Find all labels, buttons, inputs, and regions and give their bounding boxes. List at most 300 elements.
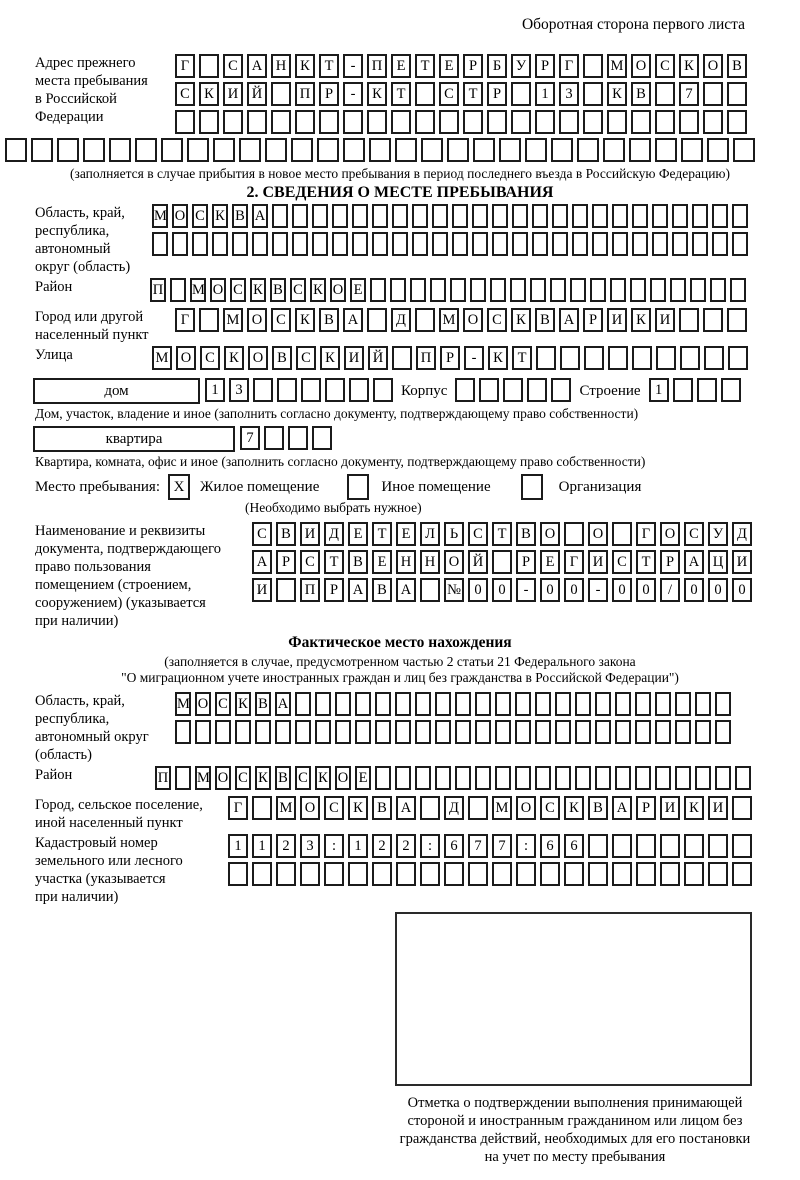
label-line: Наименование и реквизиты [35,523,206,539]
form-cell [552,232,568,256]
form-cell: А [559,308,579,332]
form-cell [175,720,191,744]
cell-row [228,834,752,858]
form-cell [277,378,297,402]
form-cell [468,796,488,820]
form-cell [495,720,511,744]
label-line: в Российской [35,91,117,107]
label-line: автономный [35,241,111,257]
form-cell [375,720,391,744]
form-cell: Н [420,550,440,574]
form-cell: К [631,308,651,332]
stay-type-row [35,474,800,500]
form-cell [235,720,251,744]
form-cell [228,862,248,886]
form-cell [435,720,451,744]
form-cell [712,232,728,256]
form-cell [612,232,628,256]
form-cell [312,204,328,228]
form-cell: 0 [708,578,728,602]
form-cell [435,766,451,790]
form-cell [300,862,320,886]
form-cell [695,766,711,790]
form-cell: Р [516,550,536,574]
form-cell [175,110,195,134]
form-cell: В [535,308,555,332]
form-cell: С [612,550,632,574]
form-cell: А [252,550,272,574]
form-cell [552,204,568,228]
form-cell [733,138,755,162]
form-cell [415,82,435,106]
form-cell [324,862,344,886]
form-cell: Т [512,346,532,370]
form-cell: А [396,578,416,602]
form-cell [447,138,469,162]
form-cell: 1 [535,82,555,106]
form-cell [367,308,387,332]
form-cell: М [152,204,168,228]
form-cell [272,232,288,256]
form-cell [291,138,313,162]
stay-type-note: (Необходимо выбрать нужное) [245,500,422,515]
form-cell [603,138,625,162]
form-cell: А [247,54,267,78]
apartment-widebox [33,426,235,452]
form-cell: И [732,550,752,574]
form-cell: К [488,346,508,370]
form-cell: Т [415,54,435,78]
form-cell [135,138,157,162]
form-cell: : [420,834,440,858]
form-cell: К [310,278,326,302]
form-cell: Е [348,522,368,546]
actual-city-field [0,796,800,832]
form-cell: М [223,308,243,332]
form-cell [152,232,168,256]
form-cell: О [540,522,560,546]
form-cell [535,766,551,790]
cadastre-field [0,834,800,906]
form-cell: Г [559,54,579,78]
form-cell [343,110,363,134]
form-cell [452,232,468,256]
form-cell [369,138,391,162]
label-line: округ (область) [35,259,131,275]
city-field [0,308,800,344]
form-cell [315,720,331,744]
form-cell [247,110,267,134]
house-caption: Дом, участок, владение и иное (заполнить согласно документу, подтверждающему право собственности) [35,406,639,421]
form-cell: О [660,522,680,546]
form-cell [532,232,548,256]
prev-address-rows [175,54,747,138]
form-cell [575,692,591,716]
form-cell: О [335,766,351,790]
form-cell [83,138,105,162]
form-cell [660,834,680,858]
form-cell: И [588,550,608,574]
form-cell [536,346,556,370]
label-line: Область, край, [35,205,125,221]
form-cell: В [516,522,536,546]
form-cell: М [439,308,459,332]
form-cell [492,204,508,228]
form-cell [612,834,632,858]
form-cell: В [270,278,286,302]
actual-city-label [35,796,228,832]
form-cell: 3 [229,378,249,402]
form-cell [473,138,495,162]
region-label [35,204,152,276]
form-cell: Т [463,82,483,106]
form-cell [375,766,391,790]
form-cell [635,766,651,790]
form-cell [292,204,308,228]
form-cell [432,232,448,256]
form-cell: А [612,796,632,820]
form-cell: - [588,578,608,602]
form-cell: Р [463,54,483,78]
form-cell: С [684,522,704,546]
house-row [33,378,800,406]
form-cell [109,138,131,162]
form-cell: О [588,522,608,546]
form-cell [655,692,671,716]
form-cell: С [540,796,560,820]
form-cell: Р [583,308,603,332]
form-cell [392,204,408,228]
form-cell: А [275,692,291,716]
form-cell: К [295,54,315,78]
form-cell [672,232,688,256]
form-cell [535,720,551,744]
form-cell [516,862,536,886]
form-cell: : [324,834,344,858]
form-cell [730,278,746,302]
cell-row [455,378,571,402]
form-cell [715,692,731,716]
form-cell [555,766,571,790]
form-cell: Р [636,796,656,820]
form-cell [707,138,729,162]
form-cell [572,204,588,228]
form-cell: Б [487,54,507,78]
form-cell: Р [324,578,344,602]
form-cell: Г [175,54,195,78]
form-cell: С [215,692,231,716]
form-cell: Й [368,346,388,370]
form-cell: В [232,204,248,228]
form-cell [652,204,668,228]
form-cell: 7 [679,82,699,106]
form-cell [560,346,580,370]
form-cell: 1 [252,834,272,858]
form-cell [728,346,748,370]
form-cell [271,110,291,134]
form-cell [312,426,332,450]
form-cell [432,204,448,228]
form-cell: / [660,578,680,602]
form-cell: - [343,54,363,78]
form-cell: О [703,54,723,78]
form-cell [583,54,603,78]
form-cell: В [275,766,291,790]
form-cell [595,766,611,790]
cell-row [152,346,748,370]
form-cell: 7 [468,834,488,858]
form-cell: - [343,82,363,106]
form-cell [577,138,599,162]
checkbox-other-premises [347,474,369,500]
form-cell: 7 [240,426,260,450]
form-cell [271,82,291,106]
checkbox-organization [521,474,543,500]
label-line: при наличии) [35,613,119,629]
form-cell [396,862,416,886]
form-cell [455,766,471,790]
form-cell: А [396,796,416,820]
form-cell: О [172,204,188,228]
form-cell [607,110,627,134]
form-cell: Д [444,796,464,820]
form-cell: К [320,346,340,370]
form-cell [583,82,603,106]
form-cell [680,346,700,370]
form-cell [295,692,311,716]
form-cell: С [223,54,243,78]
form-cell [367,110,387,134]
label-line: республика, [35,711,110,727]
form-cell [681,138,703,162]
form-cell [276,862,296,886]
form-cell: 0 [564,578,584,602]
form-cell: В [588,796,608,820]
house-widebox [33,378,200,404]
form-cell [312,232,328,256]
form-cell: 0 [684,578,704,602]
form-cell: Р [535,54,555,78]
form-cell [690,278,706,302]
label-line: республика, [35,223,110,239]
checkbox-residential: X [168,474,190,500]
form-cell: У [511,54,531,78]
form-cell [704,346,724,370]
district-label: Район [35,279,73,295]
label-line: автономный округ [35,729,149,745]
form-cell [276,578,296,602]
label-line: Город, сельское поселение, [35,797,203,813]
form-cell: Д [324,522,344,546]
form-cell [727,308,747,332]
form-cell [372,204,388,228]
actual-district-field [0,766,800,794]
form-cell [420,862,440,886]
form-cell [348,862,368,886]
form-cell [275,720,291,744]
option-organization-label: Организация [558,478,642,495]
form-cell: И [223,82,243,106]
form-cell [295,110,315,134]
form-cell [492,862,512,886]
caption-line: стороной и иностранным гражданином или лицом без [407,1113,743,1129]
form-cell [655,138,677,162]
form-cell [175,766,191,790]
form-cell: С [655,54,675,78]
form-cell: К [679,54,699,78]
form-cell: К [315,766,331,790]
caption-line: Отметка о подтверждении выполнения принимающей [407,1095,743,1111]
form-cell: П [416,346,436,370]
actual-district-label: Район [35,767,73,783]
form-cell [684,834,704,858]
form-cell [735,766,751,790]
form-cell [612,204,628,228]
form-cell [710,278,726,302]
form-cell [455,378,475,402]
form-cell: К [224,346,244,370]
form-cell [612,862,632,886]
form-cell [470,278,486,302]
form-cell [612,522,632,546]
form-cell: Д [732,522,752,546]
form-cell [636,862,656,886]
form-cell [372,232,388,256]
form-cell [532,204,548,228]
form-cell [212,232,228,256]
form-cell [172,232,188,256]
ownership-document-field [0,522,800,630]
form-cell [392,346,412,370]
street-field [0,346,800,374]
form-cell [695,720,711,744]
form-cell [527,378,547,402]
form-cell: 0 [732,578,752,602]
form-cell [265,138,287,162]
form-cell [264,426,284,450]
form-cell [635,720,651,744]
form-cell [572,232,588,256]
form-cell [655,82,675,106]
form-cell [590,278,606,302]
form-cell [515,692,531,716]
label-line: Федерации [35,109,104,125]
form-cell [325,378,345,402]
form-cell [335,720,351,744]
district-field [0,278,800,306]
form-cell: И [655,308,675,332]
form-cell: - [516,578,536,602]
form-cell [732,204,748,228]
form-cell: С [296,346,316,370]
form-cell: М [607,54,627,78]
form-cell [199,54,219,78]
form-cell [487,110,507,134]
form-cell: Т [636,550,656,574]
form-cell [708,834,728,858]
form-cell [595,692,611,716]
form-cell [392,232,408,256]
form-cell [692,204,708,228]
form-cell [495,766,511,790]
form-cell [615,720,631,744]
form-cell: В [727,54,747,78]
form-cell [535,692,551,716]
form-cell [415,720,431,744]
form-cell: К [255,766,271,790]
actual-region-rows [175,692,731,748]
form-cell [631,110,651,134]
cell-row [155,766,751,790]
form-cell: 1 [348,834,368,858]
form-cell: С [192,204,208,228]
form-cell [420,796,440,820]
form-cell [223,110,243,134]
form-cell [375,692,391,716]
form-cell: К [295,308,315,332]
form-cell [575,720,591,744]
form-cell: С [252,522,272,546]
form-cell: О [516,796,536,820]
form-cell [732,834,752,858]
form-cell [655,110,675,134]
form-cell [192,232,208,256]
form-cell [564,862,584,886]
form-cell [535,110,555,134]
form-cell [252,862,272,886]
form-cell: Е [439,54,459,78]
form-cell [292,232,308,256]
cell-row [175,54,747,78]
form-cell: 6 [564,834,584,858]
form-cell [472,204,488,228]
form-cell [695,692,711,716]
form-cell [31,138,53,162]
region-field [0,204,800,276]
form-cell [319,110,339,134]
form-cell: Г [175,308,195,332]
form-cell [390,278,406,302]
form-cell: Й [468,550,488,574]
form-cell: Т [319,54,339,78]
form-cell [592,204,608,228]
form-cell [463,110,483,134]
form-cell [652,232,668,256]
form-cell [679,110,699,134]
form-cell [332,204,348,228]
form-cell [630,278,646,302]
form-cell [629,138,651,162]
form-cell [512,204,528,228]
form-cell [732,862,752,886]
form-cell [288,426,308,450]
cell-row [649,378,741,402]
form-cell [632,204,648,228]
form-cell [632,232,648,256]
stamp-caption [335,1094,800,1166]
form-cell [475,766,491,790]
form-cell [479,378,499,402]
cell-row [152,204,748,228]
form-cell [670,278,686,302]
form-cell: 1 [205,378,225,402]
label-line: Адрес прежнего [35,55,136,71]
form-cell [636,834,656,858]
form-cell: О [215,766,231,790]
form-cell [555,720,571,744]
form-cell: П [367,54,387,78]
form-cell [343,138,365,162]
